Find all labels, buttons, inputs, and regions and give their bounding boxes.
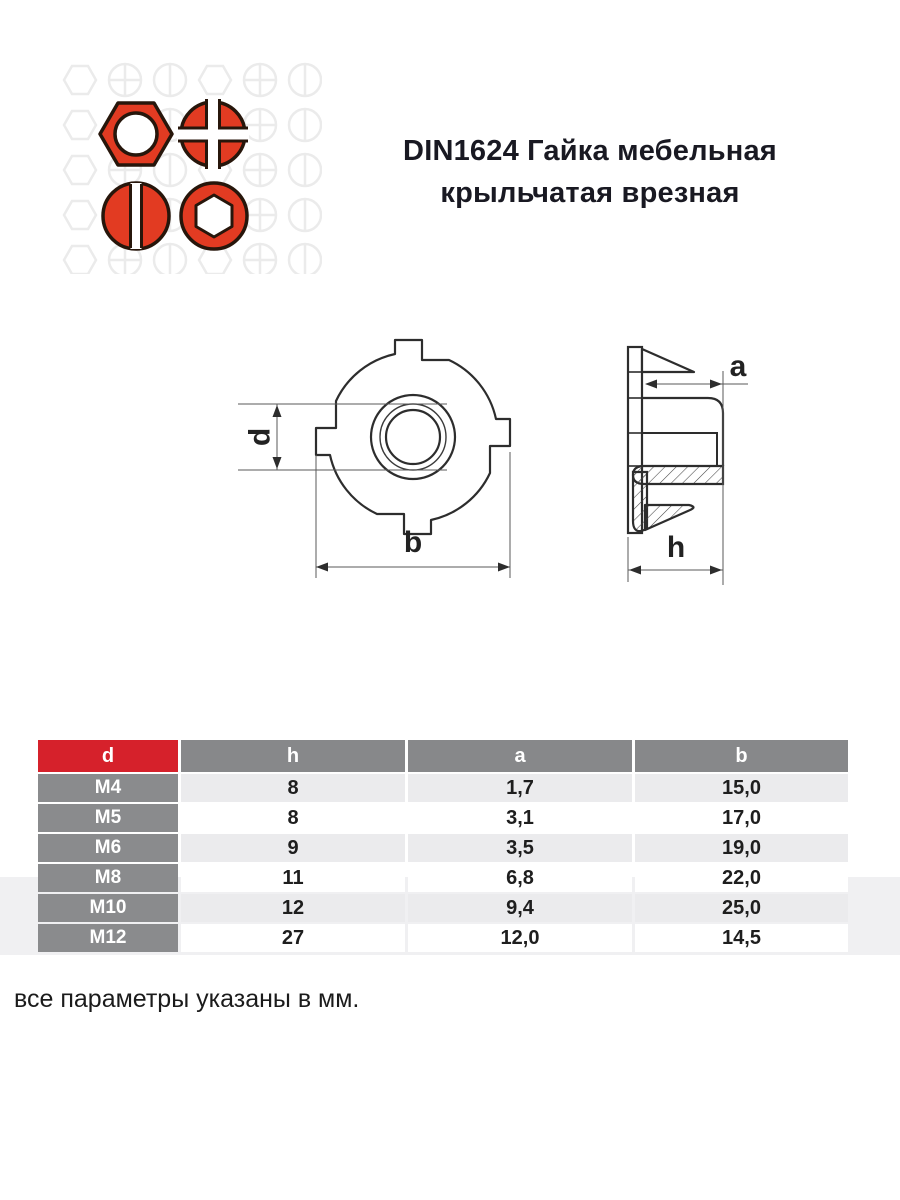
table-header-a: a — [408, 740, 632, 772]
bottom-prong — [645, 505, 694, 530]
value-a: 9,4 — [408, 894, 632, 922]
table-header-d: d — [38, 740, 178, 772]
value-a: 3,5 — [408, 834, 632, 862]
value-h: 8 — [181, 774, 405, 802]
value-b: 22,0 — [635, 864, 848, 892]
value-a: 6,8 — [408, 864, 632, 892]
value-h: 8 — [181, 804, 405, 832]
value-h: 27 — [181, 924, 405, 952]
side-view — [628, 347, 748, 585]
size-label: M6 — [38, 834, 178, 862]
technical-drawing — [200, 320, 780, 610]
value-h: 11 — [181, 864, 405, 892]
arrow-a-right — [710, 380, 722, 389]
value-b: 15,0 — [635, 774, 848, 802]
barrel-bore — [642, 433, 717, 466]
value-b: 14,5 — [635, 924, 848, 952]
value-a: 1,7 — [408, 774, 632, 802]
arrow-d-up — [273, 405, 282, 417]
units-note: все параметры указаны в мм. — [14, 985, 360, 1013]
thread-ring-outer — [371, 395, 455, 479]
arrow-a-left — [645, 380, 657, 389]
product-title — [330, 130, 850, 214]
product-title-line1: DIN1624 Гайка мебельная — [403, 135, 777, 167]
front-view — [238, 340, 510, 578]
top-prong — [642, 349, 694, 372]
size-label: M8 — [38, 864, 178, 892]
spec-table — [38, 740, 848, 952]
dim-label-d: d — [243, 427, 277, 447]
technical-drawing-svg — [200, 320, 780, 610]
brand-logo — [58, 58, 328, 280]
dim-label-b: b — [403, 526, 423, 559]
dim-label-h: h — [666, 531, 686, 564]
dim-label-a: a — [729, 350, 747, 383]
brand-logo-graphic — [58, 58, 328, 280]
value-b: 17,0 — [635, 804, 848, 832]
value-b: 19,0 — [635, 834, 848, 862]
slotted-head-icon — [103, 183, 169, 249]
value-h: 9 — [181, 834, 405, 862]
value-a: 3,1 — [408, 804, 632, 832]
size-label: M5 — [38, 804, 178, 832]
arrow-b-left — [316, 563, 328, 572]
value-b: 25,0 — [635, 894, 848, 922]
hex-socket-icon — [181, 183, 247, 249]
hex-nut-icon — [100, 103, 172, 165]
arrow-h-left — [629, 566, 641, 575]
value-h: 12 — [181, 894, 405, 922]
arrow-b-right — [498, 563, 510, 572]
arrow-d-down — [273, 457, 282, 469]
size-label: M12 — [38, 924, 178, 952]
table-header-b: b — [635, 740, 848, 772]
product-title-line2: крыльчатая врезная — [440, 177, 740, 209]
value-a: 12,0 — [408, 924, 632, 952]
arrow-h-right — [710, 566, 722, 575]
size-label: M4 — [38, 774, 178, 802]
size-label: M10 — [38, 894, 178, 922]
table-header-h: h — [181, 740, 405, 772]
